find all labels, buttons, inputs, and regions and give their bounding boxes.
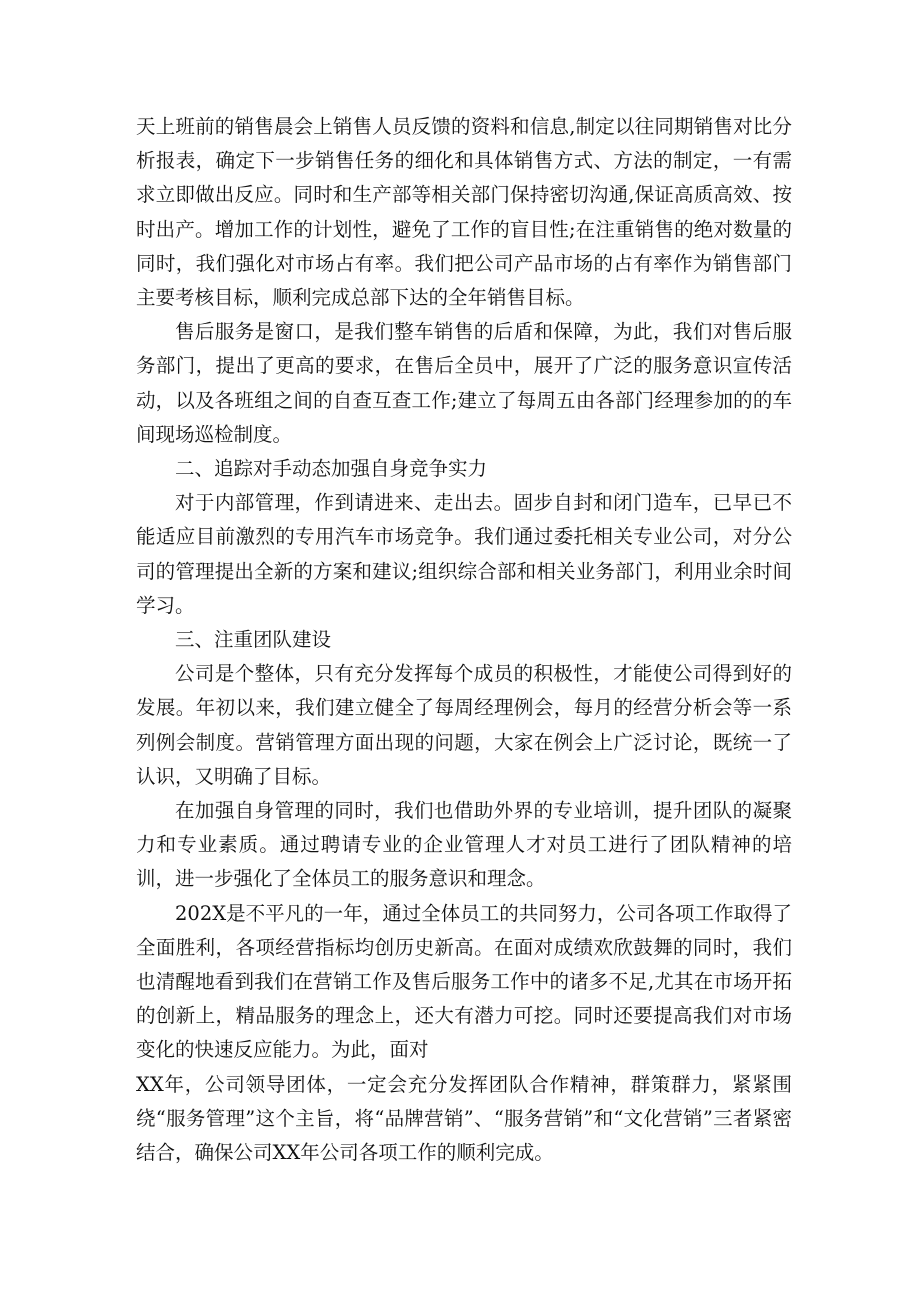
paragraph-after-sales-service: 售后服务是窗口，是我们整车销售的后盾和保障，为此，我们对售后服务部门，提出了更高的要求，在售后全员中，展开了广泛的服务意识宣传活动，以及各班组之间的自查互查工作;建立了每周五由各部门经理参加的的车间现场巡检制度。 xyxy=(136,320,792,446)
document-body xyxy=(136,110,792,1170)
paragraph-year-summary: 202X是不平凡的一年，通过全体员工的共同努力，公司各项工作取得了全面胜利，各项经营指标均创历史新高。在面对成绩欢欣鼓舞的同时，我们也清醒地看到我们在营销工作及售后服务工作中的诸多不足,尤其在市场开拓的创新上，精品服务的理念上，还大有潜力可挖。同时还要提高我们对市场变化的快速反应能力。为此，面对 xyxy=(136,901,792,1062)
section-heading-competition: 二、追踪对手动态加强自身竞争实力 xyxy=(175,457,488,481)
paragraph-company-whole: 公司是个整体，只有充分发挥每个成员的积极性，才能使公司得到好的发展。年初以来，我们建立健全了每周经理例会，每月的经营分析会等一系列例会制度。营销管理方面出现的问题，大家在例会上广泛讨论，既统一了认识，又明确了目标。 xyxy=(136,662,792,788)
paragraph-next-year-plan: XX年，公司领导团体，一定会充分发挥团队合作精神，群策群力，紧紧围绕“服务管理”这个主旨，将“品牌营销”、“服务营销”和“文化营销”三者紧密结合，确保公司XX年公司各项工作的顺利完成。 xyxy=(136,1072,792,1165)
paragraph-internal-management: 对于内部管理，作到请进来、走出去。固步自封和闭门造车，已早已不能适应目前激烈的专用汽车市场竞争。我们通过委托相关专业公司，对分公司的管理提出全新的方案和建议;组织综合部和相关业务部门，利用业余时间学习。 xyxy=(136,491,792,617)
section-heading-team-building: 三、注重团队建设 xyxy=(175,628,332,652)
paragraph-professional-training: 在加强自身管理的同时，我们也借助外界的专业培训，提升团队的凝聚力和专业素质。通过聘请专业的企业管理人才对员工进行了团队精神的培训，进一步强化了全体员工的服务意识和理念。 xyxy=(136,799,792,891)
paragraph-sales-continued: 天上班前的销售晨会上销售人员反馈的资料和信息,制定以往同期销售对比分析报表，确定下一步销售任务的细化和具体销售方式、方法的制定，一有需求立即做出反应。同时和生产部等相关部门保持密切沟通,保证高质高效、按时出产。增加工作的计划性，避免了工作的盲目性;在注重销售的绝对数量的同时，我们强化对市场占有率。我们把公司产品市场的占有率作为销售部门主要考核目标，顺利完成总部下达的全年销售目标。 xyxy=(136,115,792,310)
